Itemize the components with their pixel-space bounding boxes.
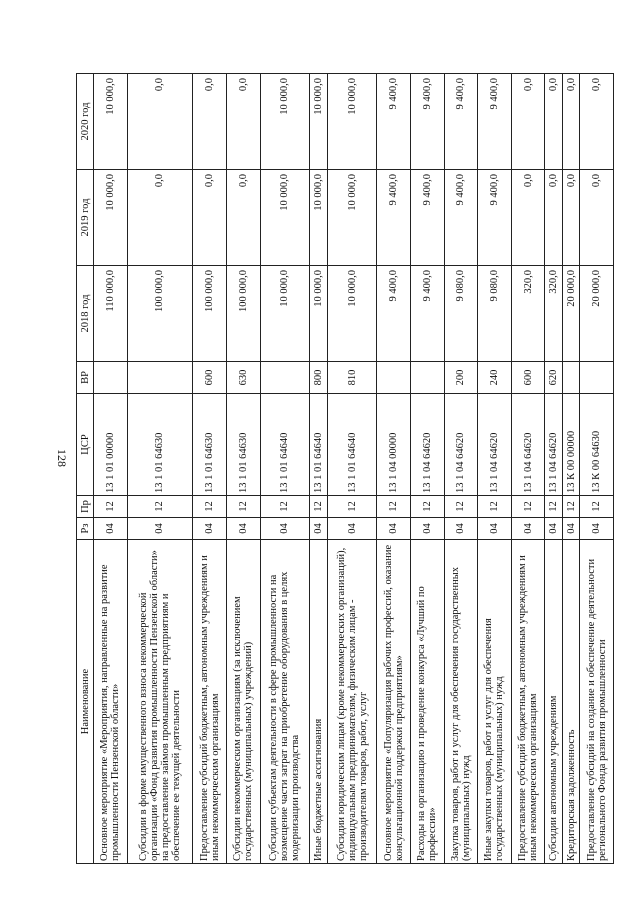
table-row bbox=[511, 74, 545, 864]
cell-name: Субсидии юридическим лицам (кроме некоммерческих организаций), индивидуальным предпринимателям, физическим лицам - производителям товаров, работ, услуг bbox=[327, 540, 377, 864]
cell-csr: 13 1 04 64620 bbox=[410, 394, 444, 496]
page-number: 128 bbox=[55, 449, 69, 467]
cell-csr: 13 1 04 64620 bbox=[545, 394, 563, 496]
cell-pr: 12 bbox=[580, 496, 614, 518]
cell-2019: 0,0 bbox=[226, 170, 260, 266]
cell-2020: 10 000,0 bbox=[310, 74, 328, 170]
cell-2019: 10 000,0 bbox=[94, 170, 128, 266]
cell-2018: 10 000,0 bbox=[327, 266, 377, 362]
cell-2019: 0,0 bbox=[511, 170, 545, 266]
cell-name: Субсидии субъектам деятельности в сфере промышленности на возмещение части затрат на приобретение оборудования в целях модернизации производства bbox=[260, 540, 310, 864]
cell-pr: 12 bbox=[260, 496, 310, 518]
header-pr: Пр bbox=[77, 496, 94, 518]
cell-2018: 100 000,0 bbox=[226, 266, 260, 362]
cell-rz: 04 bbox=[193, 518, 227, 540]
cell-2019: 0,0 bbox=[580, 170, 614, 266]
cell-2020: 10 000,0 bbox=[260, 74, 310, 170]
cell-pr: 12 bbox=[327, 496, 377, 518]
cell-vr: 630 bbox=[226, 362, 260, 394]
cell-csr: 13 1 01 64630 bbox=[127, 394, 193, 496]
cell-vr: 600 bbox=[193, 362, 227, 394]
table-row bbox=[444, 74, 478, 864]
table-body bbox=[94, 74, 614, 864]
cell-2019: 0,0 bbox=[193, 170, 227, 266]
cell-rz: 04 bbox=[580, 518, 614, 540]
cell-2019: 0,0 bbox=[545, 170, 563, 266]
cell-name: Субсидии в форме имущественного взноса некоммерческой организации «Фонд развития промышленности Пензенской области» на предоставление займов промышленным предприятиям и обеспечение ее текущей деятельности bbox=[127, 540, 193, 864]
cell-2018: 9 080,0 bbox=[478, 266, 512, 362]
cell-name: Закупка товаров, работ и услуг для обеспечения государственных (муниципальных) нужд bbox=[444, 540, 478, 864]
cell-2018: 9 400,0 bbox=[377, 266, 411, 362]
table-row bbox=[193, 74, 227, 864]
cell-csr: 13 1 01 64640 bbox=[260, 394, 310, 496]
cell-name: Предоставление субсидий бюджетным, автономным учреждениям и иным некоммерческим организациям bbox=[193, 540, 227, 864]
cell-vr: 620 bbox=[545, 362, 563, 394]
cell-csr: 13 1 01 64640 bbox=[310, 394, 328, 496]
cell-csr: 13 1 01 64630 bbox=[193, 394, 227, 496]
cell-2020: 0,0 bbox=[226, 74, 260, 170]
table-row bbox=[478, 74, 512, 864]
cell-2020: 9 400,0 bbox=[410, 74, 444, 170]
cell-vr bbox=[562, 362, 580, 394]
cell-2020: 0,0 bbox=[580, 74, 614, 170]
table-row bbox=[377, 74, 411, 864]
cell-2020: 9 400,0 bbox=[444, 74, 478, 170]
header-2019: 2019 год bbox=[77, 170, 94, 266]
header-rz: Рз bbox=[77, 518, 94, 540]
cell-name: Иные бюджетные ассигнования bbox=[310, 540, 328, 864]
cell-2018: 110 000,0 bbox=[94, 266, 128, 362]
cell-2020: 0,0 bbox=[545, 74, 563, 170]
cell-csr: 13 К 00 64630 bbox=[580, 394, 614, 496]
cell-rz: 04 bbox=[310, 518, 328, 540]
cell-csr: 13 1 01 00000 bbox=[94, 394, 128, 496]
cell-2018: 9 400,0 bbox=[410, 266, 444, 362]
cell-name: Предоставление субсидий бюджетным, автономным учреждениям и иным некоммерческим организациям bbox=[511, 540, 545, 864]
cell-vr: 200 bbox=[444, 362, 478, 394]
cell-2020: 9 400,0 bbox=[478, 74, 512, 170]
cell-2018: 100 000,0 bbox=[193, 266, 227, 362]
cell-name: Основное мероприятие «Мероприятия, направленные на развитие промышленности Пензенской области» bbox=[94, 540, 128, 864]
cell-pr: 12 bbox=[444, 496, 478, 518]
cell-vr: 600 bbox=[511, 362, 545, 394]
cell-pr: 12 bbox=[94, 496, 128, 518]
cell-pr: 12 bbox=[410, 496, 444, 518]
table-row bbox=[545, 74, 563, 864]
cell-csr: 13 1 04 64620 bbox=[444, 394, 478, 496]
table-row bbox=[562, 74, 580, 864]
cell-name: Субсидии некоммерческим организациям (за исключением государственных (муниципальных) учреждений) bbox=[226, 540, 260, 864]
cell-pr: 12 bbox=[226, 496, 260, 518]
cell-2018: 20 000,0 bbox=[580, 266, 614, 362]
cell-csr: 13 1 04 00000 bbox=[377, 394, 411, 496]
header-vr: ВР bbox=[77, 362, 94, 394]
cell-vr: 800 bbox=[310, 362, 328, 394]
cell-name: Основное мероприятие «Популяризация рабочих профессий, оказание консультационной поддержки предприятиям» bbox=[377, 540, 411, 864]
cell-name: Субсидии автономным учреждениям bbox=[545, 540, 563, 864]
cell-vr bbox=[94, 362, 128, 394]
cell-rz: 04 bbox=[410, 518, 444, 540]
cell-2020: 9 400,0 bbox=[377, 74, 411, 170]
cell-2018: 320,0 bbox=[511, 266, 545, 362]
table-row bbox=[226, 74, 260, 864]
cell-2020: 0,0 bbox=[193, 74, 227, 170]
cell-2019: 9 400,0 bbox=[444, 170, 478, 266]
cell-csr: 13 К 00 00000 bbox=[562, 394, 580, 496]
header-name: Наименование bbox=[77, 540, 94, 864]
header-2020: 2020 год bbox=[77, 74, 94, 170]
cell-2020: 0,0 bbox=[511, 74, 545, 170]
cell-pr: 12 bbox=[127, 496, 193, 518]
cell-csr: 13 1 04 64620 bbox=[478, 394, 512, 496]
cell-2020: 10 000,0 bbox=[327, 74, 377, 170]
cell-rz: 04 bbox=[260, 518, 310, 540]
cell-2019: 9 400,0 bbox=[478, 170, 512, 266]
cell-rz: 04 bbox=[127, 518, 193, 540]
cell-2018: 100 000,0 bbox=[127, 266, 193, 362]
cell-2019: 9 400,0 bbox=[377, 170, 411, 266]
table-row bbox=[260, 74, 310, 864]
table-row bbox=[410, 74, 444, 864]
cell-rz: 04 bbox=[226, 518, 260, 540]
cell-csr: 13 1 01 64630 bbox=[226, 394, 260, 496]
cell-pr: 12 bbox=[478, 496, 512, 518]
rotated-page-area bbox=[76, 74, 614, 864]
cell-pr: 12 bbox=[562, 496, 580, 518]
cell-2018: 10 000,0 bbox=[310, 266, 328, 362]
cell-2018: 10 000,0 bbox=[260, 266, 310, 362]
cell-rz: 04 bbox=[511, 518, 545, 540]
cell-2018: 20 000,0 bbox=[562, 266, 580, 362]
cell-2019: 0,0 bbox=[127, 170, 193, 266]
cell-2019: 9 400,0 bbox=[410, 170, 444, 266]
cell-pr: 12 bbox=[193, 496, 227, 518]
cell-2019: 0,0 bbox=[562, 170, 580, 266]
header-2018: 2018 год bbox=[77, 266, 94, 362]
cell-name: Предоставление субсидий на создание и обеспечение деятельности регионального Фонда развития промышленности bbox=[580, 540, 614, 864]
table-row bbox=[310, 74, 328, 864]
cell-rz: 04 bbox=[377, 518, 411, 540]
cell-2019: 10 000,0 bbox=[260, 170, 310, 266]
table-row bbox=[127, 74, 193, 864]
budget-table bbox=[76, 73, 614, 864]
table-header-row bbox=[77, 74, 94, 864]
cell-rz: 04 bbox=[94, 518, 128, 540]
cell-vr bbox=[127, 362, 193, 394]
header-csr: ЦСР bbox=[77, 394, 94, 496]
cell-rz: 04 bbox=[478, 518, 512, 540]
cell-pr: 12 bbox=[377, 496, 411, 518]
cell-csr: 13 1 01 64640 bbox=[327, 394, 377, 496]
cell-pr: 12 bbox=[511, 496, 545, 518]
table-row bbox=[327, 74, 377, 864]
cell-pr: 12 bbox=[310, 496, 328, 518]
cell-2020: 0,0 bbox=[562, 74, 580, 170]
cell-csr: 13 1 04 64620 bbox=[511, 394, 545, 496]
cell-name: Кредиторская задолженность bbox=[562, 540, 580, 864]
cell-vr bbox=[260, 362, 310, 394]
cell-2018: 9 080,0 bbox=[444, 266, 478, 362]
cell-2020: 10 000,0 bbox=[94, 74, 128, 170]
cell-rz: 04 bbox=[545, 518, 563, 540]
cell-2019: 10 000,0 bbox=[310, 170, 328, 266]
cell-2018: 320,0 bbox=[545, 266, 563, 362]
cell-rz: 04 bbox=[327, 518, 377, 540]
cell-pr: 12 bbox=[545, 496, 563, 518]
cell-vr: 240 bbox=[478, 362, 512, 394]
cell-name: Расходы на организацию и проведение конкурса «Лучший по профессии» bbox=[410, 540, 444, 864]
table-row bbox=[580, 74, 614, 864]
cell-2020: 0,0 bbox=[127, 74, 193, 170]
rotated-table-container bbox=[76, 74, 614, 864]
cell-name: Иные закупки товаров, работ и услуг для обеспечения государственных (муниципальных) нужд bbox=[478, 540, 512, 864]
cell-rz: 04 bbox=[562, 518, 580, 540]
table-row bbox=[94, 74, 128, 864]
cell-vr bbox=[580, 362, 614, 394]
cell-2019: 10 000,0 bbox=[327, 170, 377, 266]
cell-vr: 810 bbox=[327, 362, 377, 394]
cell-rz: 04 bbox=[444, 518, 478, 540]
cell-vr bbox=[377, 362, 411, 394]
cell-vr bbox=[410, 362, 444, 394]
